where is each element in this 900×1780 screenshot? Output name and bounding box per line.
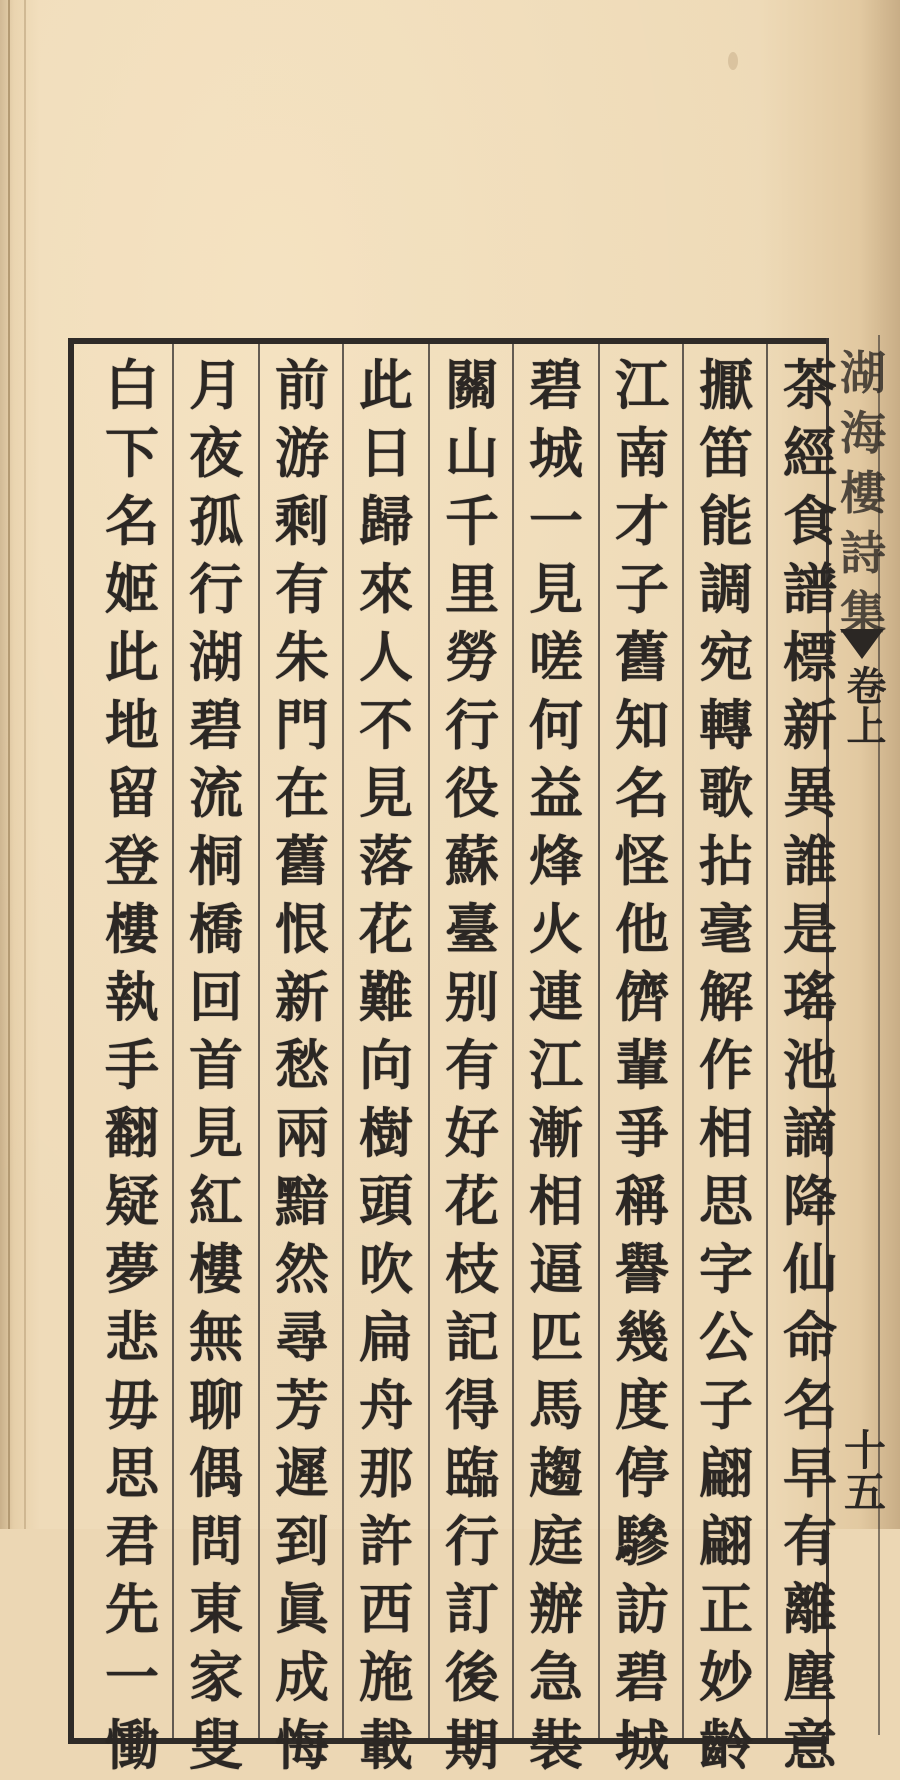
glyph: 先: [105, 1578, 159, 1641]
glyph: 湖: [189, 626, 243, 689]
glyph: 樹: [359, 1102, 413, 1165]
glyph: 吹: [359, 1238, 413, 1301]
glyph: 字: [699, 1238, 753, 1301]
glyph: 聊: [189, 1374, 243, 1437]
glyph: 輩: [615, 1034, 669, 1097]
glyph: 樓: [189, 1238, 243, 1301]
glyph: 解: [699, 966, 753, 1029]
glyph: 碧: [615, 1646, 669, 1709]
glyph: 有: [783, 1510, 837, 1573]
glyph: 新: [783, 694, 837, 757]
glyph: 連: [529, 966, 583, 1029]
title-char: 集: [840, 586, 886, 640]
glyph: 停: [615, 1442, 669, 1505]
glyph: 執: [105, 966, 159, 1029]
glyph: 不: [359, 694, 413, 757]
glyph: 離: [783, 1578, 837, 1641]
glyph: 齡: [699, 1714, 753, 1777]
text-column: [432, 352, 512, 1777]
glyph: 怪: [615, 830, 669, 893]
glyph: 臨: [445, 1442, 499, 1505]
glyph: 手: [105, 1034, 159, 1097]
glyph: 南: [615, 422, 669, 485]
glyph: 夜: [189, 422, 243, 485]
glyph: 見: [189, 1102, 243, 1165]
text-column: [516, 352, 596, 1777]
glyph: 後: [445, 1646, 499, 1709]
glyph: 命: [783, 1306, 837, 1369]
glyph: 花: [359, 898, 413, 961]
fishtail-marker: [840, 629, 884, 659]
glyph: 見: [359, 762, 413, 825]
glyph: 有: [275, 558, 329, 621]
glyph: 毋: [105, 1374, 159, 1437]
glyph: 拈: [699, 830, 753, 893]
glyph: 江: [529, 1034, 583, 1097]
glyph: 里: [445, 558, 499, 621]
glyph: 難: [359, 966, 413, 1029]
glyph: 裝: [529, 1714, 583, 1777]
glyph: 歌: [699, 762, 753, 825]
glyph: 姬: [105, 558, 159, 621]
glyph: 愁: [275, 1034, 329, 1097]
glyph: 何: [529, 694, 583, 757]
glyph: 孤: [189, 490, 243, 553]
glyph: 向: [359, 1034, 413, 1097]
glyph: 成: [275, 1646, 329, 1709]
glyph: 芳: [275, 1374, 329, 1437]
glyph: 翻: [105, 1102, 159, 1165]
title-char: 海: [840, 406, 886, 460]
glyph: 一: [105, 1646, 159, 1709]
glyph: 漸: [529, 1102, 583, 1165]
glyph: 落: [359, 830, 413, 893]
spine-edge-line: [24, 0, 26, 1529]
glyph: 兩: [275, 1102, 329, 1165]
glyph: 稱: [615, 1170, 669, 1233]
title-char: 湖: [840, 346, 886, 400]
glyph: 夢: [105, 1238, 159, 1301]
glyph: 訂: [445, 1578, 499, 1641]
glyph: 登: [105, 830, 159, 893]
glyph: 歸: [359, 490, 413, 553]
glyph: 毫: [699, 898, 753, 961]
glyph: 遲: [275, 1442, 329, 1505]
glyph: 頭: [359, 1170, 413, 1233]
glyph: 火: [529, 898, 583, 961]
glyph: 有: [445, 1034, 499, 1097]
glyph: 食: [783, 490, 837, 553]
glyph: 早: [783, 1442, 837, 1505]
glyph: 驂: [615, 1510, 669, 1573]
glyph: 碧: [529, 354, 583, 417]
glyph: 宛: [699, 626, 753, 689]
glyph: 城: [529, 422, 583, 485]
glyph: 勞: [445, 626, 499, 689]
glyph: 眞: [275, 1578, 329, 1641]
glyph: 逼: [529, 1238, 583, 1301]
paper-stain: [728, 52, 738, 70]
glyph: 茶: [783, 354, 837, 417]
text-column: [686, 352, 766, 1777]
glyph: 紅: [189, 1170, 243, 1233]
glyph: 子: [699, 1374, 753, 1437]
glyph: 下: [105, 422, 159, 485]
glyph: 日: [359, 422, 413, 485]
glyph: 新: [275, 966, 329, 1029]
glyph: 譽: [615, 1238, 669, 1301]
text-column: [602, 352, 682, 1777]
text-column: [92, 352, 172, 1777]
glyph: 山: [445, 422, 499, 485]
glyph: 得: [445, 1374, 499, 1437]
glyph: 桐: [189, 830, 243, 893]
glyph: 舊: [275, 830, 329, 893]
glyph: 役: [445, 762, 499, 825]
glyph: 轉: [699, 694, 753, 757]
glyph: 塵: [783, 1646, 837, 1709]
glyph: 那: [359, 1442, 413, 1505]
glyph: 幾: [615, 1306, 669, 1369]
glyph: 月: [189, 354, 243, 417]
center-margin: [830, 335, 900, 1735]
glyph: 朱: [275, 626, 329, 689]
glyph: 叟: [189, 1714, 243, 1777]
glyph: 此: [359, 354, 413, 417]
glyph: 是: [783, 898, 837, 961]
folio-number: 十五: [838, 1428, 887, 1512]
volume-label: 卷上: [840, 665, 886, 745]
glyph: 辦: [529, 1578, 583, 1641]
glyph: 人: [359, 626, 413, 689]
glyph: 慟: [105, 1714, 159, 1777]
glyph: 急: [529, 1646, 583, 1709]
glyph: 名: [783, 1374, 837, 1437]
glyph: 儕: [615, 966, 669, 1029]
glyph: 仙: [783, 1238, 837, 1301]
glyph: 門: [275, 694, 329, 757]
glyph: 益: [529, 762, 583, 825]
glyph: 一: [529, 490, 583, 553]
glyph: 行: [445, 1510, 499, 1573]
spine-edge-line: [8, 0, 10, 1529]
glyph: 千: [445, 490, 499, 553]
glyph: 橋: [189, 898, 243, 961]
glyph: 趨: [529, 1442, 583, 1505]
title-char: 樓: [840, 466, 886, 520]
glyph: 前: [275, 354, 329, 417]
glyph: 留: [105, 762, 159, 825]
glyph: 行: [189, 558, 243, 621]
glyph: 黯: [275, 1170, 329, 1233]
glyph: 正: [699, 1578, 753, 1641]
glyph: 翩: [699, 1510, 753, 1573]
glyph: 思: [105, 1442, 159, 1505]
glyph: 回: [189, 966, 243, 1029]
glyph: 經: [783, 422, 837, 485]
glyph: 來: [359, 558, 413, 621]
glyph: 君: [105, 1510, 159, 1573]
glyph: 偶: [189, 1442, 243, 1505]
glyph: 剩: [275, 490, 329, 553]
glyph: 游: [275, 422, 329, 485]
glyph: 首: [189, 1034, 243, 1097]
glyph: 無: [189, 1306, 243, 1369]
glyph: 名: [615, 762, 669, 825]
glyph: 蘇: [445, 830, 499, 893]
glyph: 到: [275, 1510, 329, 1573]
glyph: 别: [445, 966, 499, 1029]
glyph: 他: [615, 898, 669, 961]
glyph: 問: [189, 1510, 243, 1573]
glyph: 枝: [445, 1238, 499, 1301]
glyph: 擫: [699, 354, 753, 417]
glyph: 尋: [275, 1306, 329, 1369]
glyph: 意: [783, 1714, 837, 1777]
glyph: 思: [699, 1170, 753, 1233]
glyph: 許: [359, 1510, 413, 1573]
glyph: 西: [359, 1578, 413, 1641]
glyph: 標: [783, 626, 837, 689]
glyph: 見: [529, 558, 583, 621]
text-column: [262, 352, 342, 1777]
glyph: 翩: [699, 1442, 753, 1505]
glyph: 關: [445, 354, 499, 417]
glyph: 舟: [359, 1374, 413, 1437]
text-column: [346, 352, 426, 1777]
glyph: 異: [783, 762, 837, 825]
glyph: 譜: [783, 558, 837, 621]
glyph: 知: [615, 694, 669, 757]
glyph: 庭: [529, 1510, 583, 1573]
glyph: 碧: [189, 694, 243, 757]
glyph: 然: [275, 1238, 329, 1301]
glyph: 公: [699, 1306, 753, 1369]
glyph: 池: [783, 1034, 837, 1097]
glyph: 疑: [105, 1170, 159, 1233]
glyph: 行: [445, 694, 499, 757]
glyph: 烽: [529, 830, 583, 893]
glyph: 此: [105, 626, 159, 689]
glyph: 東: [189, 1578, 243, 1641]
glyph: 子: [615, 558, 669, 621]
glyph: 恨: [275, 898, 329, 961]
glyph: 妙: [699, 1646, 753, 1709]
text-column: [176, 352, 256, 1777]
glyph: 在: [275, 762, 329, 825]
glyph: 城: [615, 1714, 669, 1777]
glyph: 流: [189, 762, 243, 825]
title-char: 詩: [840, 526, 886, 580]
glyph: 爭: [615, 1102, 669, 1165]
glyph: 相: [529, 1170, 583, 1233]
book-title: [838, 343, 888, 643]
glyph: 記: [445, 1306, 499, 1369]
glyph: 悔: [275, 1714, 329, 1777]
glyph: 家: [189, 1646, 243, 1709]
glyph: 施: [359, 1646, 413, 1709]
glyph: 誰: [783, 830, 837, 893]
glyph: 謫: [783, 1102, 837, 1165]
glyph: 訪: [615, 1578, 669, 1641]
glyph: 馬: [529, 1374, 583, 1437]
glyph: 度: [615, 1374, 669, 1437]
glyph: 相: [699, 1102, 753, 1165]
glyph: 悲: [105, 1306, 159, 1369]
glyph: 瑤: [783, 966, 837, 1029]
glyph: 嗟: [529, 626, 583, 689]
glyph: 期: [445, 1714, 499, 1777]
glyph: 才: [615, 490, 669, 553]
glyph: 地: [105, 694, 159, 757]
glyph: 降: [783, 1170, 837, 1233]
glyph: 笛: [699, 422, 753, 485]
glyph: 好: [445, 1102, 499, 1165]
glyph: 臺: [445, 898, 499, 961]
glyph: 名: [105, 490, 159, 553]
glyph: 調: [699, 558, 753, 621]
glyph: 作: [699, 1034, 753, 1097]
glyph: 匹: [529, 1306, 583, 1369]
glyph: 舊: [615, 626, 669, 689]
glyph: 樓: [105, 898, 159, 961]
glyph: 載: [359, 1714, 413, 1777]
glyph: 白: [105, 354, 159, 417]
glyph: 扁: [359, 1306, 413, 1369]
glyph: 江: [615, 354, 669, 417]
glyph: 花: [445, 1170, 499, 1233]
glyph: 能: [699, 490, 753, 553]
